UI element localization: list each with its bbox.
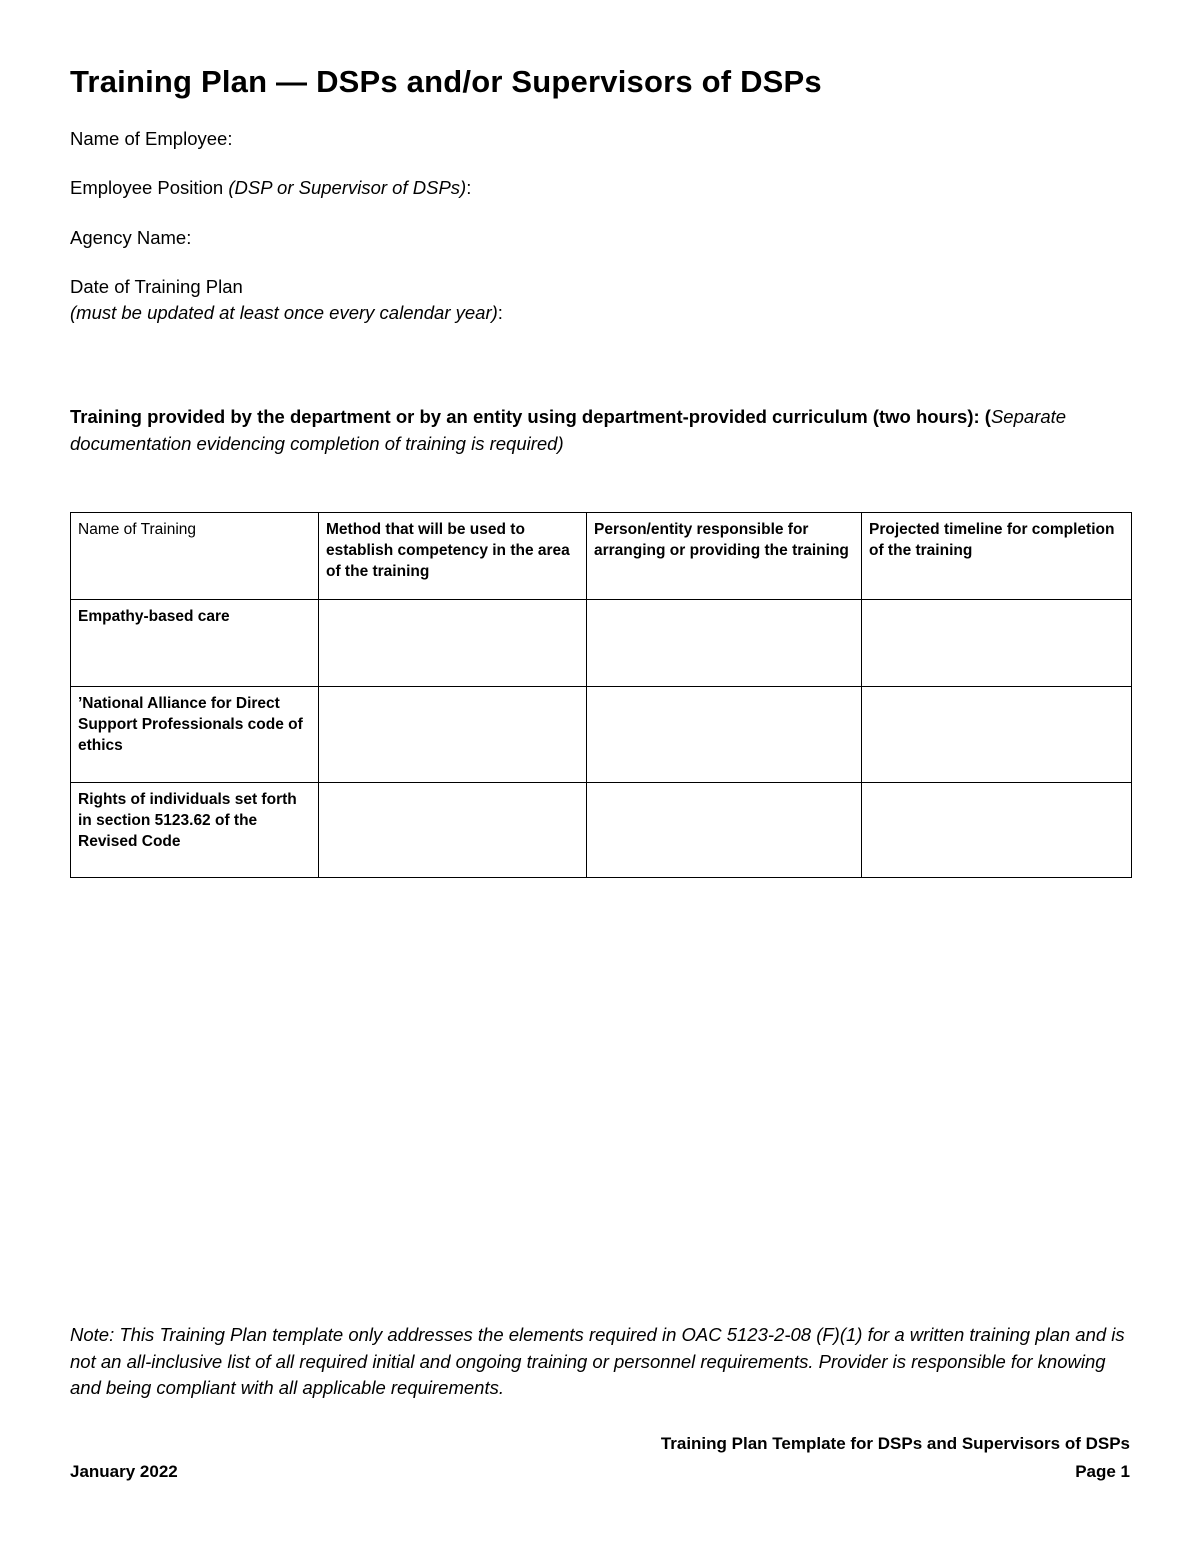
date-hint-text: (must be updated at least once every calendar year) (70, 302, 498, 323)
header-method: Method that will be used to establish competency in the area of the training (319, 513, 587, 600)
person-cell[interactable] (587, 687, 862, 783)
training-table (70, 512, 1132, 878)
method-cell[interactable] (319, 687, 587, 783)
footer-doc-info (661, 1430, 1130, 1486)
footer-page-number: Page 1 (1075, 1462, 1130, 1481)
compliance-note: Note: This Training Plan template only addresses the elements required in OAC 5123-2-08 (F)(1) for a written training plan and is not an all-inclusive list of all required initial and ongoing training or personnel requirements. Provider is responsible for knowing and being compliant with all applicable requirements. (70, 1324, 1125, 1398)
table-row (71, 600, 1132, 687)
timeline-cell[interactable] (862, 783, 1132, 878)
employee-position-colon: : (466, 177, 472, 198)
method-cell[interactable] (319, 783, 587, 878)
section-heading (70, 403, 1140, 457)
header-person-entity: Person/entity responsible for arranging or providing the training (587, 513, 862, 600)
training-name-cell: Rights of individuals set forth in section 5123.62 of the Revised Code (71, 783, 319, 878)
timeline-cell[interactable] (862, 600, 1132, 687)
section-heading-bold: Training provided by the department or by an entity using department-provided curriculum (two hours): ( (70, 406, 991, 427)
training-plan-date-label: Date of Training Plan (70, 276, 243, 297)
training-name-cell: Empathy-based care (71, 600, 319, 687)
section-heading-italic: Separate documentation evidencing completion of training is required) (70, 406, 1067, 454)
agency-name-label: Agency Name: (70, 227, 192, 248)
employee-position-hint: (DSP or Supervisor of DSPs) (228, 177, 467, 198)
footer-doc-title: Training Plan Template for DSPs and Supervisors of DSPs (660, 1434, 1130, 1453)
method-cell[interactable] (319, 600, 587, 687)
table-header-row (71, 513, 1132, 600)
header-name-of-training: Name of Training (71, 513, 319, 600)
training-name-cell: ’National Alliance for Direct Support Professionals code of ethics (71, 687, 319, 783)
table-row (71, 783, 1132, 878)
table-row (71, 687, 1132, 783)
person-cell[interactable] (587, 600, 862, 687)
timeline-cell[interactable] (862, 687, 1132, 783)
employee-name-label: Name of Employee: (70, 128, 233, 149)
employee-position-field (70, 177, 471, 199)
training-plan-date-hint (70, 302, 503, 324)
header-timeline: Projected timeline for completion of the training (862, 513, 1132, 600)
person-cell[interactable] (587, 783, 862, 878)
footer-date: January 2022 (70, 1462, 178, 1481)
employee-position-label: Employee Position (70, 177, 224, 198)
page-title: Training Plan — DSPs and/or Supervisors of DSPs (70, 64, 822, 99)
date-hint-colon: : (497, 302, 503, 323)
